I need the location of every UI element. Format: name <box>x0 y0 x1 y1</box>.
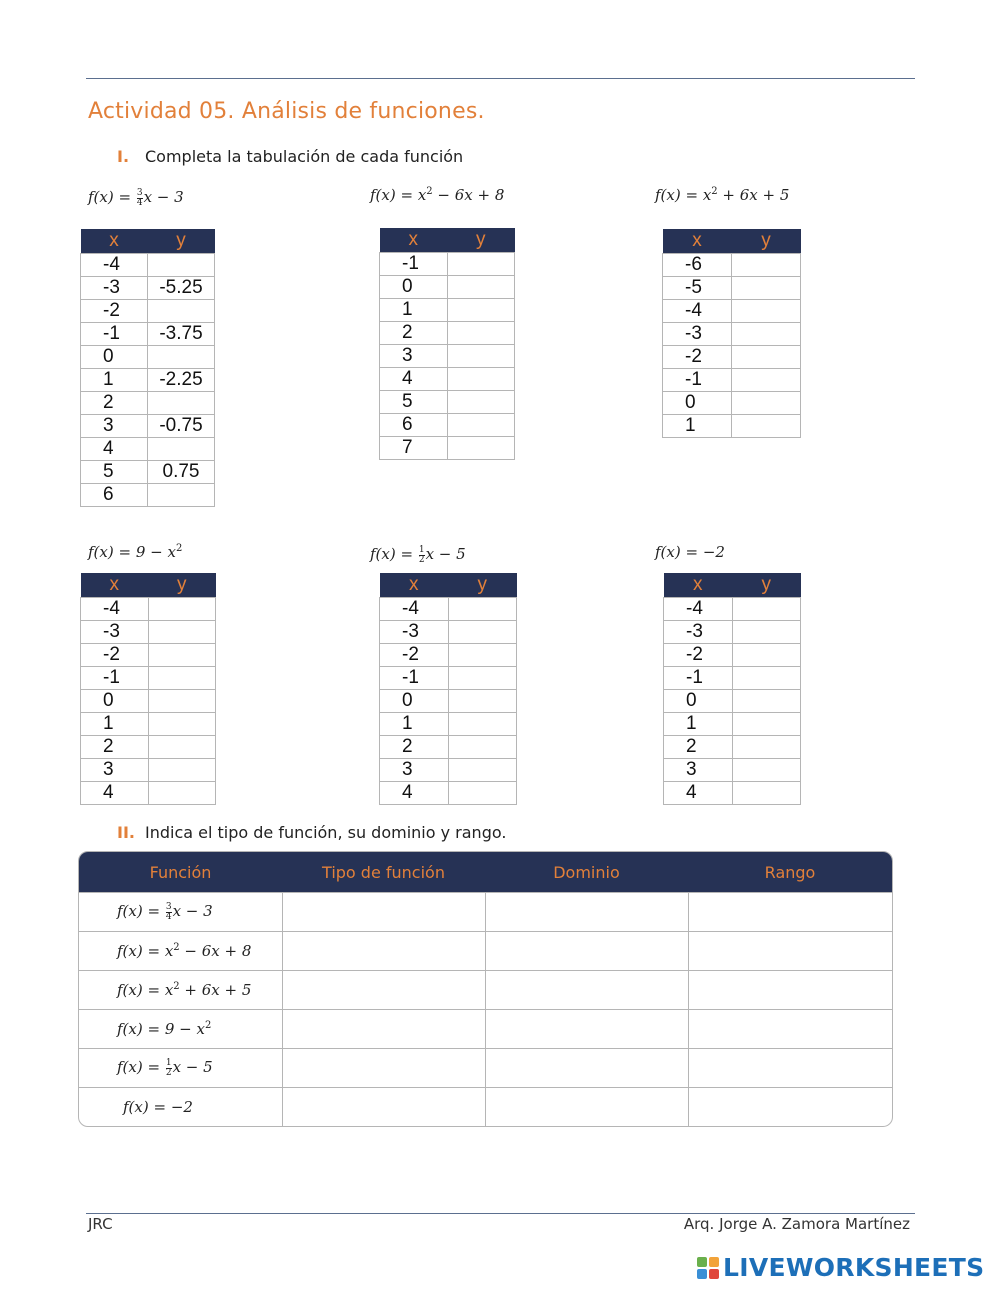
summary-row <box>79 1049 892 1088</box>
table-row <box>664 759 801 782</box>
table-row <box>81 277 215 300</box>
x-value-cell: 2 <box>81 392 148 415</box>
x-value-cell: 1 <box>81 713 149 736</box>
tabulation-table-3 <box>662 229 801 438</box>
y-answer-cell[interactable] <box>447 391 515 414</box>
x-value-cell: -4 <box>81 254 148 277</box>
tabulation-table-6 <box>663 573 801 805</box>
y-answer-cell[interactable] <box>448 759 517 782</box>
x-value-cell: -4 <box>663 300 732 323</box>
y-answer-cell[interactable] <box>148 438 215 461</box>
table-row <box>380 621 517 644</box>
x-value-cell: 1 <box>380 299 448 322</box>
section-2-instruction: Indica el tipo de función, su dominio y rango. <box>145 823 507 842</box>
x-value-cell: 0 <box>663 392 732 415</box>
table-row <box>81 644 216 667</box>
y-answer-cell[interactable] <box>148 667 216 690</box>
y-answer-cell[interactable] <box>448 667 517 690</box>
y-answer-cell[interactable] <box>148 713 216 736</box>
y-answer-cell[interactable] <box>148 300 215 323</box>
x-value-cell: -2 <box>663 346 732 369</box>
tabulation-table-5 <box>379 573 517 805</box>
header-dominio: Dominio <box>485 852 688 893</box>
section-1 <box>117 147 463 166</box>
tabulation-table-2 <box>379 228 515 460</box>
table-row <box>380 759 517 782</box>
tipo-answer-cell[interactable] <box>282 1010 485 1049</box>
page-title: Actividad 05. Análisis de funciones. <box>88 99 485 124</box>
x-value-cell: 4 <box>664 782 733 805</box>
table-row <box>380 276 515 299</box>
x-value-cell: 5 <box>81 461 148 484</box>
y-answer-cell[interactable] <box>148 346 215 369</box>
function-label-4: $f(x) = 9 - x^2$ <box>88 543 183 561</box>
y-answer-cell: 0.75 <box>148 461 215 484</box>
y-answer-cell[interactable] <box>148 621 216 644</box>
x-value-cell: -6 <box>663 254 732 277</box>
x-value-cell: 1 <box>380 713 449 736</box>
y-answer-cell[interactable] <box>732 782 801 805</box>
table-row <box>663 254 801 277</box>
table-row <box>81 346 215 369</box>
y-answer-cell[interactable] <box>448 736 517 759</box>
column-header-y: y <box>448 573 517 598</box>
y-answer-cell[interactable] <box>447 253 515 276</box>
table-row <box>663 346 801 369</box>
x-value-cell: 2 <box>81 736 149 759</box>
section-2-number: II. <box>117 823 135 842</box>
y-answer-cell[interactable] <box>447 368 515 391</box>
table-row <box>380 782 517 805</box>
x-value-cell: 1 <box>81 369 148 392</box>
x-value-cell: 0 <box>380 690 449 713</box>
rango-answer-cell[interactable] <box>688 971 892 1010</box>
y-answer-cell[interactable] <box>732 369 801 392</box>
summary-function-cell: $f(x) = 9 - x^2$ <box>79 1010 282 1049</box>
table-row <box>380 667 517 690</box>
column-header-x: x <box>81 229 148 254</box>
y-answer-cell[interactable] <box>448 690 517 713</box>
y-answer-cell[interactable] <box>448 621 517 644</box>
y-answer-cell[interactable] <box>732 736 801 759</box>
table-row <box>380 322 515 345</box>
summary-function-cell: $f(x) = x^2 + 6x + 5$ <box>79 971 282 1010</box>
x-value-cell: 3 <box>664 759 733 782</box>
y-answer-cell[interactable] <box>732 667 801 690</box>
x-value-cell: 1 <box>664 713 733 736</box>
column-header-y: y <box>148 573 216 598</box>
x-value-cell: 3 <box>380 345 448 368</box>
x-value-cell: -3 <box>81 621 149 644</box>
table-row <box>81 598 216 621</box>
table-row <box>81 438 215 461</box>
x-value-cell: 3 <box>81 759 149 782</box>
table-row <box>81 392 215 415</box>
summary-function-cell: f(x) = −2 <box>79 1088 282 1127</box>
header-tipo: Tipo de función <box>282 852 485 893</box>
table-row <box>663 323 801 346</box>
table-row <box>81 415 215 438</box>
dominio-answer-cell[interactable] <box>485 893 688 932</box>
x-value-cell: -2 <box>81 644 149 667</box>
x-value-cell: 0 <box>380 276 448 299</box>
tabulation-table-1 <box>80 229 215 507</box>
tabulation-table-4 <box>80 573 216 805</box>
section-1-instruction: Completa la tabulación de cada función <box>145 147 464 166</box>
y-answer-cell[interactable] <box>447 276 515 299</box>
x-value-cell: -1 <box>380 667 449 690</box>
dominio-answer-cell[interactable] <box>485 1049 688 1088</box>
y-answer-cell[interactable] <box>148 254 215 277</box>
x-value-cell: 1 <box>663 415 732 438</box>
y-answer-cell: -5.25 <box>148 277 215 300</box>
table-row <box>380 736 517 759</box>
footer-author: Arq. Jorge A. Zamora Martínez <box>683 1215 910 1233</box>
header-rango: Rango <box>688 852 892 893</box>
table-row <box>380 644 517 667</box>
x-value-cell: 4 <box>81 438 148 461</box>
brand-squares-icon <box>697 1257 719 1279</box>
summary-function-cell: f(x) = $\frac{3}{4}$ x − 3 <box>79 893 282 932</box>
x-value-cell: 3 <box>380 759 449 782</box>
y-answer-cell[interactable] <box>148 392 215 415</box>
function-label-2: $f(x) = x^2 - 6x + 8$ <box>370 186 505 204</box>
summary-row <box>79 971 892 1010</box>
x-value-cell: 4 <box>81 782 149 805</box>
y-answer-cell[interactable] <box>732 621 801 644</box>
summary-row <box>79 1088 892 1127</box>
x-value-cell: -2 <box>81 300 148 323</box>
table-row <box>380 368 515 391</box>
y-answer-cell[interactable] <box>148 759 216 782</box>
table-row <box>664 713 801 736</box>
x-value-cell: -3 <box>81 277 148 300</box>
table-row <box>380 345 515 368</box>
y-answer-cell[interactable] <box>448 644 517 667</box>
tipo-answer-cell[interactable] <box>282 971 485 1010</box>
header-funcion: Función <box>79 852 282 893</box>
table-row <box>81 782 216 805</box>
x-value-cell: 5 <box>380 391 448 414</box>
table-row <box>81 667 216 690</box>
y-answer-cell[interactable] <box>732 713 801 736</box>
y-answer-cell[interactable] <box>732 415 801 438</box>
column-header-y: y <box>148 229 215 254</box>
table-header-row <box>380 573 517 598</box>
y-answer-cell[interactable] <box>148 484 215 507</box>
y-answer-cell: -0.75 <box>148 415 215 438</box>
liveworksheets-logo <box>697 1253 984 1282</box>
y-answer-cell[interactable] <box>148 782 216 805</box>
table-row <box>664 782 801 805</box>
table-row <box>81 300 215 323</box>
table-header-row <box>380 228 515 253</box>
rango-answer-cell[interactable] <box>688 1088 892 1127</box>
x-value-cell: -4 <box>664 598 733 621</box>
table-row <box>81 759 216 782</box>
table-row <box>81 369 215 392</box>
y-answer-cell[interactable] <box>447 322 515 345</box>
bottom-rule <box>86 1213 915 1214</box>
x-value-cell: 2 <box>380 322 448 345</box>
x-value-cell: -1 <box>380 253 448 276</box>
y-answer-cell[interactable] <box>447 345 515 368</box>
y-answer-cell[interactable] <box>148 736 216 759</box>
x-value-cell: -2 <box>664 644 733 667</box>
top-rule <box>86 78 915 79</box>
y-answer-cell[interactable] <box>447 299 515 322</box>
y-answer-cell[interactable] <box>448 713 517 736</box>
x-value-cell: -3 <box>380 621 449 644</box>
y-answer-cell: -3.75 <box>148 323 215 346</box>
table-row <box>380 713 517 736</box>
column-header-x: x <box>81 573 149 598</box>
table-row <box>81 690 216 713</box>
column-header-y: y <box>447 228 515 253</box>
y-answer-cell[interactable] <box>732 277 801 300</box>
x-value-cell: 2 <box>380 736 449 759</box>
y-answer-cell[interactable] <box>732 598 801 621</box>
y-answer-cell: -2.25 <box>148 369 215 392</box>
tipo-answer-cell[interactable] <box>282 1049 485 1088</box>
x-value-cell: -3 <box>664 621 733 644</box>
y-answer-cell[interactable] <box>732 392 801 415</box>
y-answer-cell[interactable] <box>732 644 801 667</box>
dominio-answer-cell[interactable] <box>485 1010 688 1049</box>
table-row <box>380 414 515 437</box>
summary-function-cell: f(x) = $\frac{1}{2}$ x − 5 <box>79 1049 282 1088</box>
table-row <box>81 461 215 484</box>
tipo-answer-cell[interactable] <box>282 1088 485 1127</box>
table-row <box>380 253 515 276</box>
x-value-cell: 0 <box>81 346 148 369</box>
table-row <box>664 667 801 690</box>
table-row <box>664 644 801 667</box>
summary-header-row <box>79 852 892 893</box>
function-summary-table <box>78 851 893 1127</box>
table-row <box>664 690 801 713</box>
table-header-row <box>81 573 216 598</box>
y-answer-cell[interactable] <box>148 690 216 713</box>
x-value-cell: 6 <box>380 414 448 437</box>
x-value-cell: 2 <box>664 736 733 759</box>
column-header-x: x <box>663 229 732 254</box>
x-value-cell: 4 <box>380 368 448 391</box>
table-row <box>380 299 515 322</box>
dominio-answer-cell[interactable] <box>485 1088 688 1127</box>
rango-answer-cell[interactable] <box>688 932 892 971</box>
y-answer-cell[interactable] <box>732 300 801 323</box>
y-answer-cell[interactable] <box>148 598 216 621</box>
x-value-cell: 6 <box>81 484 148 507</box>
summary-row <box>79 932 892 971</box>
rango-answer-cell[interactable] <box>688 1010 892 1049</box>
table-row <box>663 415 801 438</box>
rango-answer-cell[interactable] <box>688 1049 892 1088</box>
brand-wordmark: LIVEWORKSHEETS <box>723 1253 985 1282</box>
table-row <box>81 484 215 507</box>
summary-row <box>79 1010 892 1049</box>
table-header-row <box>663 229 801 254</box>
x-value-cell: -1 <box>664 667 733 690</box>
x-value-cell: -4 <box>81 598 149 621</box>
table-row <box>380 437 515 460</box>
function-label-3: $f(x) = x^2 + 6x + 5$ <box>655 186 790 204</box>
footer-initials: JRC <box>88 1215 113 1233</box>
y-answer-cell[interactable] <box>732 346 801 369</box>
x-value-cell: -4 <box>380 598 449 621</box>
y-answer-cell[interactable] <box>732 690 801 713</box>
rango-answer-cell[interactable] <box>688 893 892 932</box>
x-value-cell: 3 <box>81 415 148 438</box>
table-row <box>380 598 517 621</box>
x-value-cell: -2 <box>380 644 449 667</box>
y-answer-cell[interactable] <box>732 759 801 782</box>
table-row <box>664 736 801 759</box>
x-value-cell: 7 <box>380 437 448 460</box>
x-value-cell: -5 <box>663 277 732 300</box>
summary-function-cell: $f(x) = x^2 - 6x + 8$ <box>79 932 282 971</box>
y-answer-cell[interactable] <box>148 644 216 667</box>
column-header-y: y <box>732 229 801 254</box>
table-row <box>663 369 801 392</box>
table-row <box>663 392 801 415</box>
section-1-number: I. <box>117 147 130 166</box>
dominio-answer-cell[interactable] <box>485 932 688 971</box>
column-header-y: y <box>732 573 801 598</box>
function-label-6: f(x) = −2 <box>655 543 725 561</box>
tipo-answer-cell[interactable] <box>282 893 485 932</box>
table-row <box>663 300 801 323</box>
y-answer-cell[interactable] <box>447 414 515 437</box>
table-row <box>380 690 517 713</box>
section-2 <box>117 823 506 842</box>
table-header-row <box>664 573 801 598</box>
function-label-1: f(x) = $\frac{3}{4}$ x − 3 <box>88 187 184 208</box>
column-header-x: x <box>380 573 449 598</box>
x-value-cell: -1 <box>81 323 148 346</box>
column-header-x: x <box>664 573 733 598</box>
column-header-x: x <box>380 228 448 253</box>
table-row <box>81 621 216 644</box>
x-value-cell: 0 <box>664 690 733 713</box>
y-answer-cell[interactable] <box>732 323 801 346</box>
table-row <box>81 713 216 736</box>
x-value-cell: 4 <box>380 782 449 805</box>
table-row <box>664 621 801 644</box>
y-answer-cell[interactable] <box>732 254 801 277</box>
tipo-answer-cell[interactable] <box>282 932 485 971</box>
function-label-5: f(x) = $\frac{1}{2}$ x − 5 <box>370 544 466 565</box>
x-value-cell: -1 <box>663 369 732 392</box>
x-value-cell: -3 <box>663 323 732 346</box>
x-value-cell: -1 <box>81 667 149 690</box>
y-answer-cell[interactable] <box>448 598 517 621</box>
y-answer-cell[interactable] <box>447 437 515 460</box>
y-answer-cell[interactable] <box>448 782 517 805</box>
summary-row <box>79 893 892 932</box>
table-row <box>663 277 801 300</box>
x-value-cell: 0 <box>81 690 149 713</box>
table-row <box>81 323 215 346</box>
table-header-row <box>81 229 215 254</box>
table-row <box>664 598 801 621</box>
table-row <box>81 736 216 759</box>
table-row <box>81 254 215 277</box>
dominio-answer-cell[interactable] <box>485 971 688 1010</box>
table-row <box>380 391 515 414</box>
